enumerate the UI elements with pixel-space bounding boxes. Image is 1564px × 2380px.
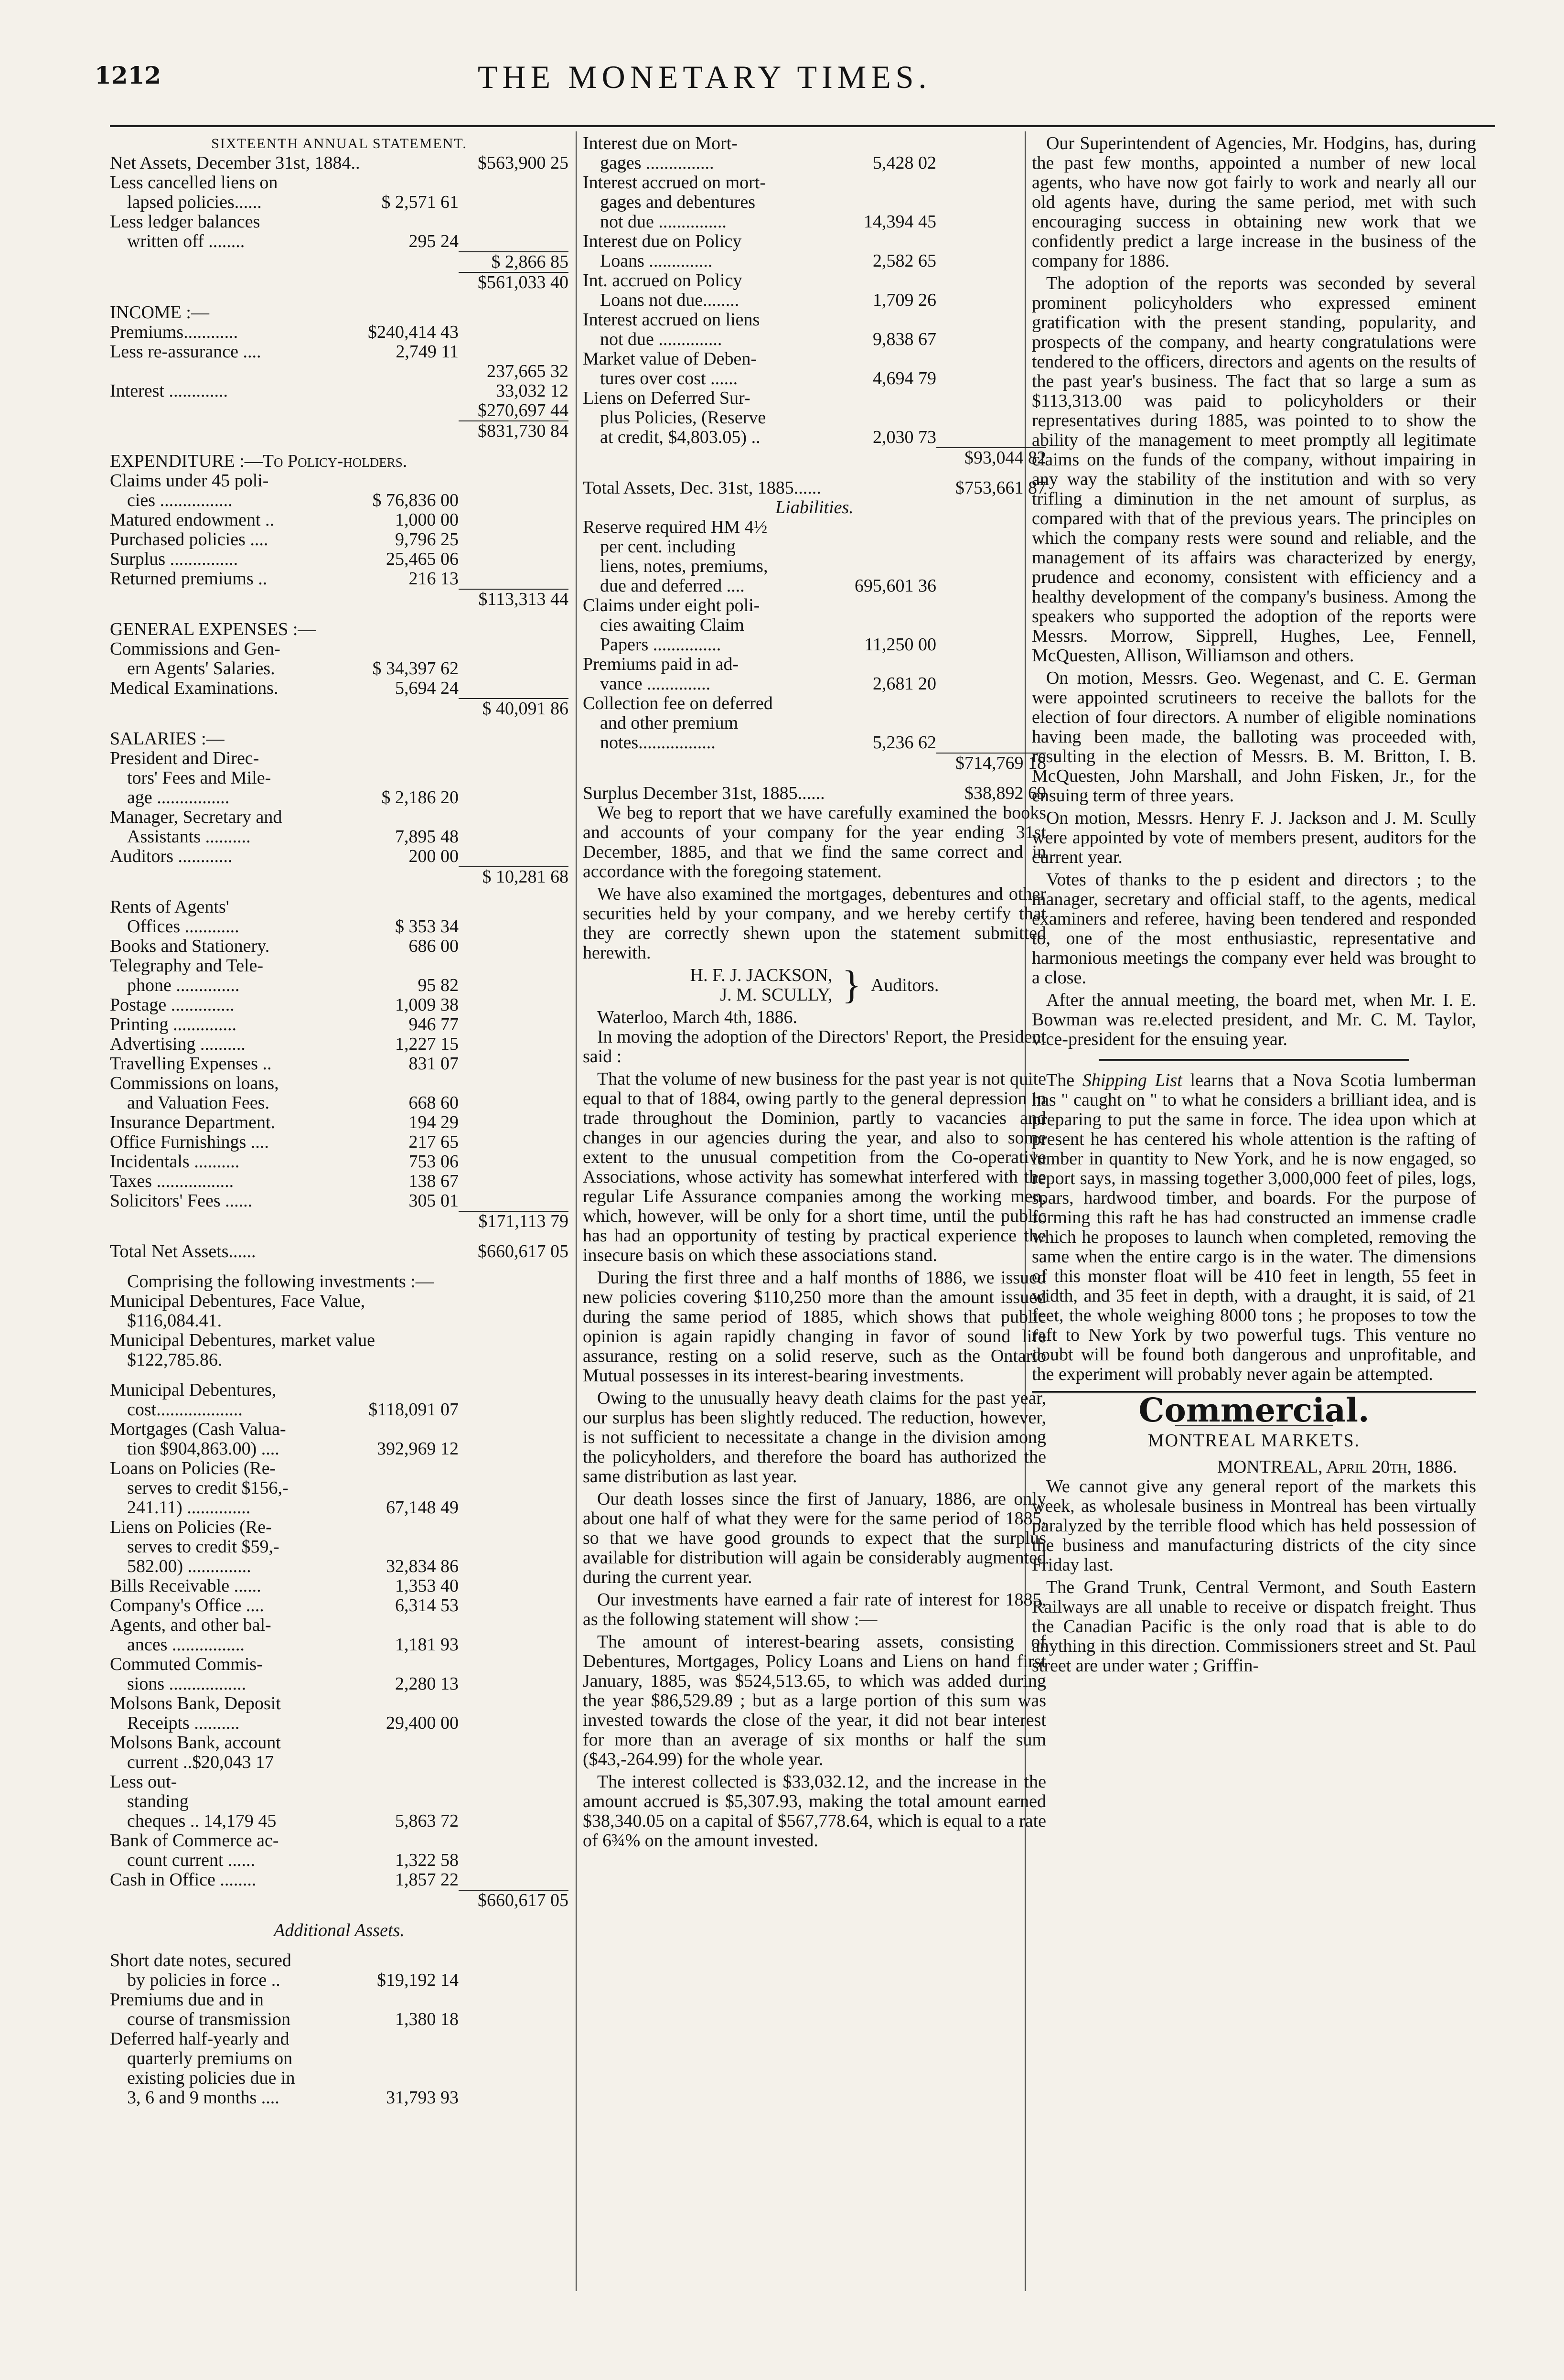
ledger-row: Interest ............. 33,032 12 <box>110 381 568 401</box>
ledger-row: cheques .. 14,179 45 5,863 72 <box>127 1811 459 1831</box>
ledger-row: and Valuation Fees. 668 60 <box>127 1093 459 1113</box>
ledger-text: Reserve required HM 4½ <box>583 517 768 537</box>
report-paragraph: During the first three and a half months of 1886, we issued new policies covering $110,250 more than the amount issued during the same period of 1885, which shows that public opinion is again rapidly changing in favor of sound life assurance, resting on a solid reserve, such as the Ontario Mutual possesses in its interest-bearing investments. <box>583 1268 1046 1386</box>
ledger-text: President and Direc- <box>110 748 259 768</box>
article-divider <box>1099 1059 1409 1061</box>
ledger-row: Insurance Department. 194 29 <box>110 1112 459 1132</box>
ledger-text: Commissions and Gen- <box>110 639 280 659</box>
ledger-text: Molsons Bank, Deposit <box>110 1693 281 1713</box>
ledger-text: per cent. including <box>600 537 736 557</box>
report-paragraph: The interest collected is $33,032.12, and the increase in the amount accrued is $5,307.93, making the total amount earned $38,340.05 on a capital of $567,778.64, which is equal to a rate of 6¾% on the amount invested. <box>583 1772 1046 1851</box>
ledger-row: $113,313 44 <box>478 589 568 609</box>
ledger-text: $116,084.41. <box>127 1311 222 1331</box>
ledger-row: Returned premiums .. 216 13 <box>110 569 459 589</box>
ledger-row: Surplus ............... 25,465 06 <box>110 549 459 569</box>
ledger-row: tion $904,863.00) .... 392,969 12 <box>127 1439 459 1459</box>
ledger-row: not due ............... 14,394 45 <box>600 212 936 232</box>
ledger-row: $ 40,091 86 <box>482 699 568 719</box>
section-heading-commercial: Commercial. <box>1138 1391 1370 1430</box>
signature-role: Auditors. <box>870 975 939 995</box>
report-paragraph: Our Superintendent of Agencies, Mr. Hodgins, has, during the past few months, appointed a number of new local agents, who have now got fairly to work and nearly all our old agents have, during the same period, met with such encouraging success in obtaining new work that we confidently predict a large increase in the business of the company for 1886. <box>1032 133 1476 271</box>
ledger-row: Incidentals .......... 753 06 <box>110 1152 459 1172</box>
ledger-text: serves to credit $156,- <box>127 1478 289 1498</box>
ledger-text: Interest due on Policy <box>583 231 742 251</box>
ledger-text: tors' Fees and Mile- <box>127 768 271 788</box>
ledger-row: Net Assets, December 31st, 1884.. $563,900 25 <box>110 153 568 173</box>
ledger-row: written off ........ 295 24 <box>127 231 459 251</box>
ledger-row: Advertising .......... 1,227 15 <box>110 1034 459 1054</box>
ledger-row: at credit, $4,803.05) .. 2,030 73 <box>600 427 936 447</box>
report-paragraph: On motion, Messrs. Henry F. J. Jackson and J. M. Scully were appointed by vote of members present, auditors for the current year. <box>1032 808 1476 867</box>
ledger-row: Bills Receivable ...... 1,353 40 <box>110 1576 459 1596</box>
ledger-text: Interest due on Mort- <box>583 133 738 153</box>
column-3-articles <box>1032 134 1476 2341</box>
ledger-text: Mortgages (Cash Valua- <box>110 1419 286 1439</box>
ledger-row: Company's Office .... 6,314 53 <box>110 1595 459 1615</box>
markets-paragraph: We cannot give any general report of the markets this week, as wholesale business in Montreal has been virtually paralyzed by the terrible flood which has held possession of the business and manufacturing districts of the city since Friday last. <box>1032 1476 1476 1575</box>
ledger-row: count current ...... 1,322 58 <box>127 1850 459 1870</box>
report-paragraph: The amount of interest-bearing assets, consisting of Debentures, Mortgages, Policy Loans and Liens on hand first January, 1885, was $524,513.65, to which was added during the year $86,529.89 ; but as a large portion of this sum was invested towards the close of the year, it did not bear interest for more than an average of six months or half the sum ($43,-264.99) for the whole year. <box>583 1632 1046 1769</box>
ledger-text: $122,785.86. <box>127 1350 223 1370</box>
ledger-text: Bank of Commerce ac- <box>110 1831 279 1851</box>
ledger-row: tures over cost ...... 4,694 79 <box>600 368 936 388</box>
ledger-row: Assistants .......... 7,895 48 <box>127 827 459 847</box>
section-subheading: Liabilities. <box>775 497 854 517</box>
auditors-paragraph: We beg to report that we have carefully examined the books and accounts of your company for the year ending 31st December, 1885, and that we find the same correct and in accordance with the foregoing statement. <box>583 803 1046 882</box>
ledger-text: Deferred half-yearly and <box>110 2029 289 2049</box>
ledger-row: Papers ............... 11,250 00 <box>600 635 936 655</box>
report-paragraph: Owing to the unusually heavy death claims for the past year, our surplus has been slightly reduced. The reduction, however, is not sufficient to necessitate a change in the division among the policyholders, and therefore the board has authorized the same distribution as last year. <box>583 1388 1046 1486</box>
page-number: 1212 <box>95 61 161 89</box>
statement-heading: SIXTEENTH ANNUAL STATEMENT. <box>211 136 467 151</box>
dateline-waterloo: Waterloo, March 4th, 1886. <box>597 1007 798 1027</box>
ledger-row: 582.00) .............. 32,834 86 <box>127 1556 459 1576</box>
ledger-text: existing policies due in <box>127 2068 295 2088</box>
ledger-row: Printing .............. 946 77 <box>110 1014 459 1034</box>
section-subheading: Additional Assets. <box>274 1920 405 1940</box>
ledger-row: Loans .............. 2,582 65 <box>600 251 936 271</box>
ledger-text: Municipal Debentures, Face Value, <box>110 1291 365 1311</box>
ledger-row: 237,665 32 <box>487 361 568 381</box>
shipping-article: The Shipping List learns that a Nova Scotia lumberman has " caught on " to what he considers a brilliant idea, and is preparing to put the same in force. The idea upon which at present he has centered his whole attention is the rafting of lumber in quantity to New York, and he is now engaged, so report says, in massing together 3,000,000 feet of piles, logs, spars, hardwood timber, and boards. For the purpose of forming this raft he has had constructed an immense cradle which he proposes to launch when completed, removing the same when the entire cargo is in the water. The dimensions of this monster float will be 410 feet in length, 55 feet in width, and 35 feet in depth, with a draught, it is said, of 21 feet, the whole weighing 8000 tons ; he proposes to tow the raft to New York by two powerful tugs. This venture no doubt will be found both dangerous and unprofitable, and the experiment will probably never again be attempted. <box>1032 1070 1477 1384</box>
ledger-row: Taxes ................. 138 67 <box>110 1171 459 1191</box>
ledger-row: ern Agents' Salaries. $ 34,397 62 <box>127 658 459 678</box>
ledger-text: Claims under eight poli- <box>583 595 760 615</box>
ledger-text: Municipal Debentures, market value <box>110 1330 375 1350</box>
ledger-row: course of transmission 1,380 18 <box>127 2009 459 2029</box>
ledger-text: Interest accrued on liens <box>583 310 760 330</box>
ledger-row: Receipts .......... 29,400 00 <box>127 1713 459 1733</box>
ledger-row: Books and Stationery. 686 00 <box>110 936 459 956</box>
ledger-row: cost................... $118,091 07 <box>127 1400 459 1420</box>
ledger-row: notes................. 5,236 62 <box>600 732 936 753</box>
section-label: EXPENDITURE :—To Policy-holders. <box>110 451 407 471</box>
ledger-row: Total Assets, Dec. 31st, 1885...... $753,661 87 <box>583 478 1046 498</box>
ledger-row: 3, 6 and 9 months .... 31,793 93 <box>127 2088 459 2108</box>
montreal-markets-heading: MONTREAL MARKETS. <box>1147 1431 1360 1451</box>
ledger-text: and other premium <box>600 713 739 733</box>
ledger-row: Auditors ............ 200 00 <box>110 846 459 866</box>
ledger-text: Less out- <box>110 1772 177 1792</box>
ledger-row: $660,617 05 <box>478 1890 568 1910</box>
section-label: SALARIES :— <box>110 729 225 749</box>
ledger-row: cies ................ $ 76,836 00 <box>127 490 459 510</box>
ledger-row: by policies in force .. $19,192 14 <box>127 1970 459 1990</box>
ledger-row: $270,697 44 <box>478 400 568 420</box>
ledger-text: liens, notes, premiums, <box>600 556 768 576</box>
ledger-row: phone .............. 95 82 <box>127 975 459 995</box>
ledger-text: Premiums due and in <box>110 1990 264 2010</box>
report-paragraph: After the annual meeting, the board met, when Mr. I. E. Bowman was re.elected president, and Mr. C. M. Taylor, vice-president for the ensuing year. <box>1032 990 1476 1049</box>
ledger-row: $714,769 18 <box>955 753 1046 773</box>
ledger-row: not due .............. 9,838 67 <box>600 329 936 349</box>
brace-glyph: } <box>842 963 861 1007</box>
ledger-text: quarterly premiums on <box>127 2048 293 2068</box>
ledger-row: Less re-assurance .... 2,749 11 <box>110 342 459 362</box>
ledger-text: Short date notes, secured <box>110 1950 291 1971</box>
ledger-text: Commissions on loans, <box>110 1073 279 1093</box>
ledger-text: Municipal Debentures, <box>110 1380 277 1400</box>
ledger-text: Agents, and other bal- <box>110 1615 271 1635</box>
column-divider-1 <box>576 131 577 2291</box>
ledger-row: ances ................ 1,181 93 <box>127 1635 459 1655</box>
ledger-row: vance .............. 2,681 20 <box>600 674 936 694</box>
ledger-row: Medical Examinations. 5,694 24 <box>110 678 459 698</box>
ledger-row: $93,044 82 <box>964 448 1046 468</box>
ledger-row: $171,113 79 <box>478 1211 568 1231</box>
ledger-row: Office Furnishings .... 217 65 <box>110 1132 459 1152</box>
ledger-row: lapsed policies...... $ 2,571 61 <box>127 192 459 212</box>
ledger-text: Molsons Bank, account <box>110 1733 281 1753</box>
ledger-row: due and deferred .... 695,601 36 <box>600 576 936 596</box>
ledger-text: Collection fee on deferred <box>583 693 773 713</box>
ledger-text: Manager, Secretary and <box>110 807 282 827</box>
ledger-text: Int. accrued on Policy <box>583 270 742 291</box>
signature-scully: J. M. SCULLY, <box>720 985 833 1005</box>
ledger-row: Cash in Office ........ 1,857 22 <box>110 1870 459 1890</box>
ledger-row: Purchased policies .... 9,796 25 <box>110 529 459 549</box>
ledger-text: Rents of Agents' <box>110 897 229 917</box>
ledger-text: Market value of Deben- <box>583 349 757 369</box>
dateline-montreal: MONTREAL, April 20th, 1886. <box>1217 1457 1457 1477</box>
ledger-text: current ..$20,043 17 <box>127 1752 274 1772</box>
report-paragraph: In moving the adoption of the Directors' Report, the President said : <box>583 1027 1046 1066</box>
ledger-text: Claims under 45 poli- <box>110 471 269 491</box>
ledger-text: plus Policies, (Reserve <box>600 408 766 428</box>
ledger-text: Liens on Policies (Re- <box>110 1517 272 1537</box>
ledger-text: Less ledger balances <box>110 212 260 232</box>
ledger-row: Surplus December 31st, 1885...... $38,892 69 <box>583 783 1046 803</box>
ledger-row: Solicitors' Fees ...... 305 01 <box>110 1191 459 1211</box>
ledger-row: $ 10,281 68 <box>482 867 568 887</box>
auditors-paragraph: We have also examined the mortgages, debentures and other securities held by your company, and we hereby certify that they are correctly shewn upon the statement submitted herewith. <box>583 884 1046 963</box>
ledger-row: gages ............... 5,428 02 <box>600 153 936 173</box>
ledger-text: Comprising the following investments :— <box>127 1271 434 1292</box>
ledger-row: Postage .............. 1,009 38 <box>110 995 459 1015</box>
report-paragraph: On motion, Messrs. Geo. Wegenast, and C. E. German were appointed scrutineers to receive the ballots for the election of four directors. A number of eligible nominations having been made, the balloting was proceeded with, resulting in the election of Messrs. B. M. Britton, I. B. McQuesten, John Marshall, and John Fisken, Jr., for the ensuing term of three years. <box>1032 668 1476 806</box>
markets-paragraph: The Grand Trunk, Central Vermont, and South Eastern Railways are all unable to receive or dispatch freight. Thus the Canadian Pacific is the only road that is able to do anything in this direction. Commissioners street and St. Paul street are under water ; Griffin- <box>1032 1577 1476 1676</box>
ledger-text: Interest accrued on mort- <box>583 172 766 193</box>
ledger-text: Less cancelled liens on <box>110 172 278 193</box>
report-paragraph: Our death losses since the first of January, 1886, are only about one half of what they were for the same period of 1885, so that we have good grounds to expect that the surplus available for distribution will again be considerably augmented during the current year. <box>583 1489 1046 1587</box>
report-paragraph: The adoption of the reports was seconded by several prominent policyholders who expressed eminent gratification with the present standing, popularity, and prospects of the company, and hearty congratulations were tendered to the officers, directors and agents on the results of the past year's business. The fact that so large a sum as $113,313.00 was paid to policyholders or their representatives during 1885, was pointed to to show the ability of the management to meet promptly all legitimate claims on the funds of the company, without impairing in any way the stability of the institution and with so very trifling a diminution in the net amount of surplus, as compared with that of the previous years. The principles on which the company rests were sound and reliable, and the management of its affairs was characterized by energy, prudence and economy, consistent with efficiency and a healthy development of the company's business. Among the speakers who supported the adoption of the reports were Messrs. Morrow, Sipprell, Hughes, Lee, Fennell, McQuesten, Allison, Williamson and others. <box>1032 273 1476 666</box>
ledger-text: Liens on Deferred Sur- <box>583 388 750 408</box>
ledger-text: Loans on Policies (Re- <box>110 1458 276 1478</box>
column-2-statement-report <box>583 134 1046 2341</box>
ledger-row: Loans not due........ 1,709 26 <box>600 290 936 310</box>
ledger-row: age ................ $ 2,186 20 <box>127 787 459 808</box>
masthead-title: THE MONETARY TIMES. <box>478 59 932 95</box>
ledger-row: sions ................. 2,280 13 <box>127 1674 459 1694</box>
column-1-statement <box>110 134 568 2341</box>
ledger-row: Offices ............ $ 353 34 <box>127 916 459 937</box>
ledger-row: $561,033 40 <box>478 272 568 292</box>
publication-name: Shipping List <box>1082 1070 1182 1090</box>
signature-jackson: H. F. J. JACKSON, <box>690 965 833 985</box>
ledger-text: Commuted Commis- <box>110 1654 263 1674</box>
ledger-row: Premiums............ $240,414 43 <box>110 322 459 342</box>
ledger-text: gages and debentures <box>600 192 755 212</box>
ledger-row: Total Net Assets...... $660,617 05 <box>110 1241 568 1261</box>
report-paragraph: Our investments have earned a fair rate of interest for 1885, as the following statement will show :— <box>583 1590 1046 1629</box>
ledger-row: 241.11) .............. 67,148 49 <box>127 1497 459 1518</box>
ledger-row: $831,730 84 <box>478 421 568 441</box>
section-label: GENERAL EXPENSES :— <box>110 619 316 639</box>
section-label: INCOME :— <box>110 302 209 323</box>
ledger-row: Matured endowment .. 1,000 00 <box>110 510 459 530</box>
report-paragraph: That the volume of new business for the past year is not quite equal to that of 1884, owing partly to the general depression in trade throughout the Dominion, partly to vacancies and changes in our agencies during the year, and also to some extent to the unusual competition from the Co-operative Associations, whose activity has somewhat interfered with the regular Life Assurance companies among the working men, which, however, will be only for a short time, until the public has had an opportunity of testing by practical experience the insecure basis on which these associations stand. <box>583 1069 1046 1265</box>
ledger-text: standing <box>127 1791 189 1811</box>
auditor-signatures <box>583 963 1046 1007</box>
ledger-row: Travelling Expenses .. 831 07 <box>110 1054 459 1074</box>
ledger-text: Telegraphy and Tele- <box>110 956 264 976</box>
ledger-text: serves to credit $59,- <box>127 1537 279 1557</box>
header-rule <box>110 125 1495 127</box>
ledger-row: $ 2,866 85 <box>491 252 568 272</box>
report-paragraph: Votes of thanks to the p esident and directors ; to the manager, secretary and official staff, to the agents, medical examiners and referee, having been tendered and responded to, one of the most enthusiastic, representative and harmonious meetings the company ever held was brought to a close. <box>1032 870 1476 988</box>
ledger-text: cies awaiting Claim <box>600 615 744 635</box>
ledger-text: Premiums paid in ad- <box>583 654 739 674</box>
